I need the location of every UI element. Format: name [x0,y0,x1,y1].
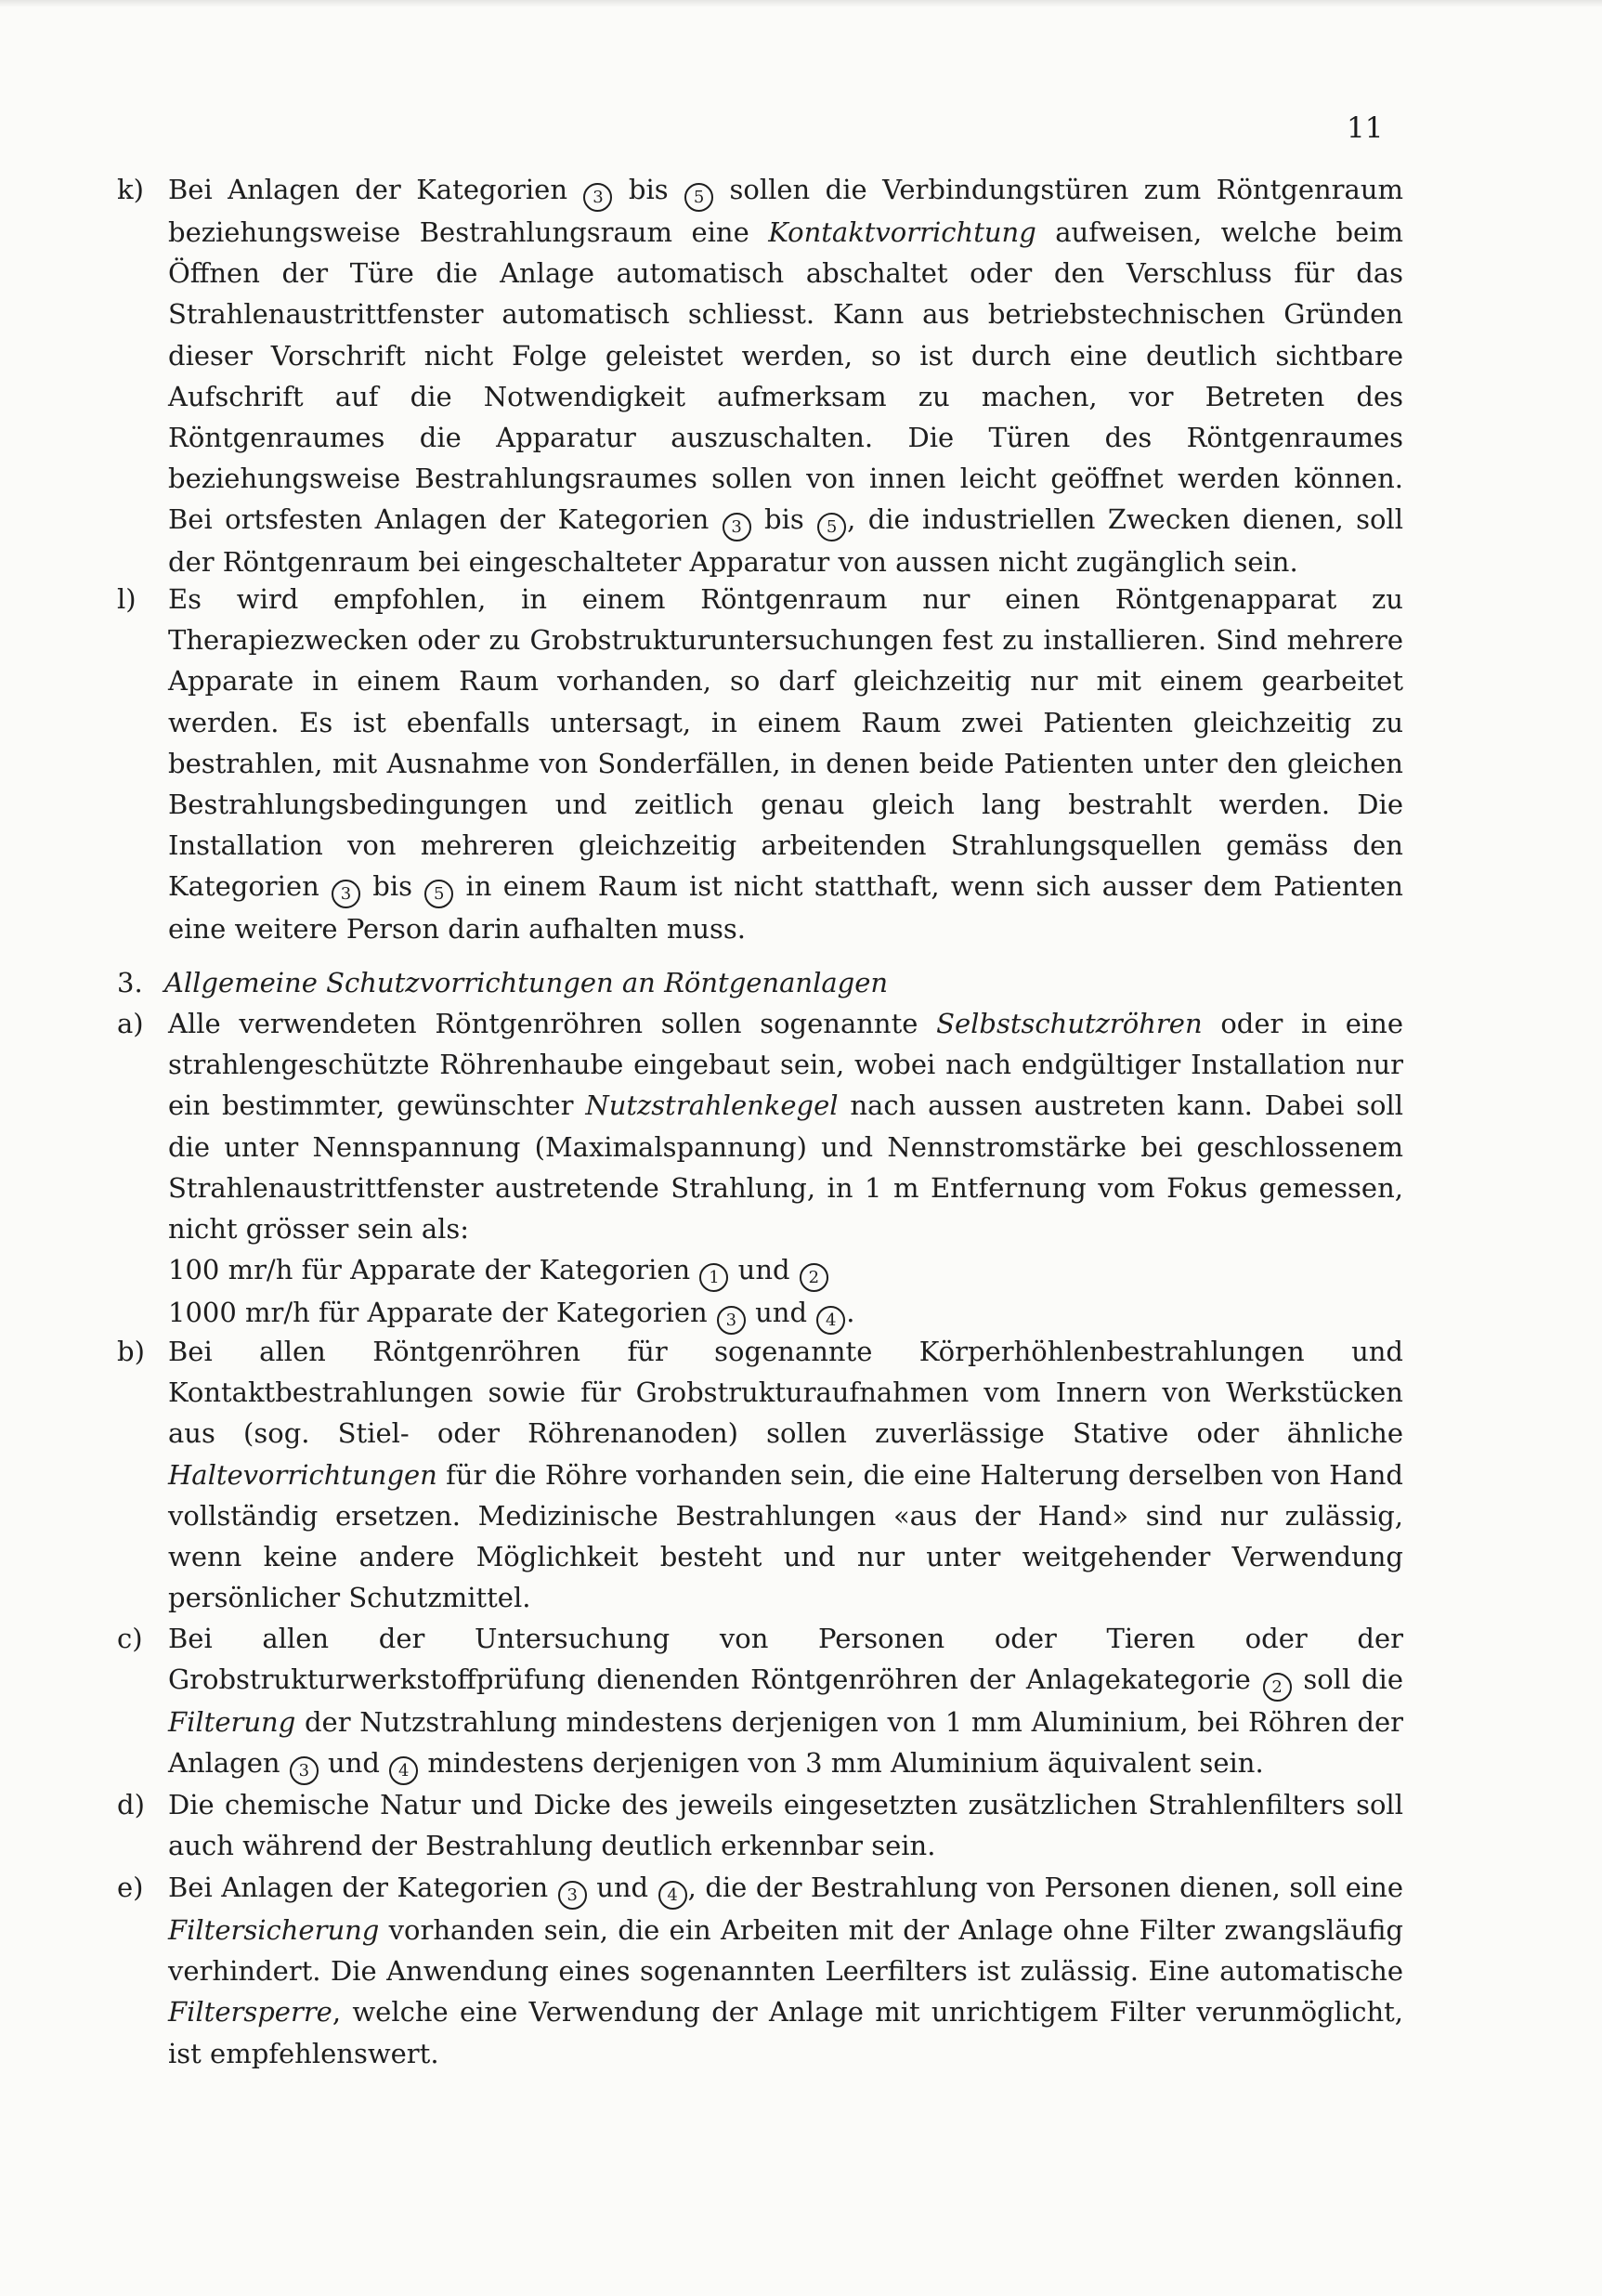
text-run: 1000 mr/h für Apparate der Kategorien [168,1297,716,1329]
text-run: nach aussen austreten kann. Dabei soll die unter Nennspannung (Maximalspannung) und Nennstromstärke bei geschlossenem Strahlenaustrittfenster austretende Strahlung, in 1 m Entfernung vom Fokus gemessen, nicht grösser sein als: [168,1089,1403,1246]
section-title: Allgemeine Schutzvorrichtungen an Röntgenanlagen [163,967,889,998]
clause-text [168,1784,1403,1866]
text-run: , welche eine Verwendung der Anlage mit unrichtigem Filter verunmöglicht, ist empfehlenswert. [168,1996,1403,2069]
category-circle: 3 [717,1306,746,1335]
text-run: vorhanden sein, die ein Arbeiten mit der Anlage ohne Filter zwangsläufig verhindert. Die Anwendung eines sogenannten Leerfilters ist zulässig. Eine automatische [168,1914,1403,1988]
text-run: mindestens derjenigen von 3 mm Aluminium äquivalent sein. [419,1747,1264,1780]
emphasis-text: Nutzstrahlenkegel [585,1089,839,1122]
text-run: bis [751,503,817,536]
clause-label: k) [117,174,144,205]
text-run: oder in eine strahlengeschützte Röhrenhaube eingebaut sein, wobei nach endgültiger Installation nur ein bestimmter, gewünschter [168,1008,1404,1122]
category-circle: 3 [558,1881,587,1910]
clause-text [168,169,1403,583]
text-run: soll die [1292,1663,1403,1696]
clause-text [168,1331,1403,1618]
limit-line-2 [168,1292,1403,1335]
clause-e [117,1867,1403,2074]
category-circle: 4 [816,1306,845,1335]
category-circle: 2 [1263,1673,1292,1702]
category-circle: 1 [699,1263,728,1292]
category-circle: 3 [723,513,751,541]
emphasis-text: Filterung [168,1706,296,1739]
limit-line-1 [168,1249,1403,1292]
text-run: und [587,1872,658,1903]
text-run: bis [361,870,424,903]
text-run: und [319,1747,389,1780]
clause-a [117,1003,1403,1335]
category-circle: 5 [817,513,846,541]
text-run: Bei Anlagen der Kategorien [168,1872,557,1903]
clause-label: a) [117,1008,144,1039]
clause-d [117,1784,1403,1866]
text-run: für die Röhre vorhanden sein, die eine Halterung derselben von Hand vollständig ersetzen. Medizinische Bestrahlungen «aus der Hand» sind nur zulässig, wenn keine andere Möglichkeit besteht und nur unter weitgehender Verwendung persönlicher Schutzmittel. [168,1458,1403,1614]
clause-text [168,579,1403,950]
clause-label: l) [117,583,137,615]
clause-text [168,1618,1403,1785]
emphasis-text: Kontaktvorrichtung [768,216,1036,248]
category-circle: 3 [290,1756,319,1785]
section-heading [117,962,1403,1003]
clause-body [168,1003,1403,1249]
text-run: aufweisen, welche beim Öffnen der Türe die Anlage automatisch abschaltet oder den Verschluss für das Strahlenaustrittfenster automatisch schliesst. Kann aus betriebstechnischen Gründen dieser Vorschrift nicht Folge geleistet werden, so ist durch eine deutlich sichtbare Aufschrift auf die Notwendigkeit aufmerksam zu machen, vor Betreten des Röntgenraumes die Apparatur auszuschalten. Die Türen des Röntgenraumes beziehungsweise Bestrahlungsraumes sollen von innen leicht geöffnet werden können. Bei ortsfesten Anlagen der Kategorien [168,216,1403,536]
category-circle: 3 [332,880,360,908]
clause-label: c) [117,1623,143,1654]
text-run: Bei allen Röntgenröhren für sogenannte Körperhöhlenbestrahlungen und Kontaktbestrahlungen sowie für Grobstrukturaufnahmen vom Innern von Werkstücken aus (sog. Stiel- oder Röhrenanoden) sollen zuverlässige Stative oder ähnliche [168,1336,1403,1450]
category-circle: 5 [424,880,453,908]
clause-k [117,169,1403,583]
text-run: und [746,1297,816,1329]
text-run: Bei Anlagen der Kategorien [168,174,583,205]
text-run: Bei allen der Untersuchung von Personen oder Tieren oder der Grobstrukturwerkstoffprüfung dienenden Röntgenröhren der Anlagekategorie [168,1623,1403,1696]
category-circle: 2 [800,1263,828,1292]
clause-label: d) [117,1789,145,1820]
text-run: . [846,1297,855,1329]
text-run: 100 mr/h für Apparate der Kategorien [168,1254,699,1286]
text-run: in einem Raum ist nicht statthaft, wenn sich ausser dem Patienten eine weitere Person darin aufhalten muss. [168,870,1403,946]
category-circle: 3 [583,183,612,212]
clause-text [168,1867,1403,2074]
page-number: 11 [1347,111,1384,145]
text-run: sollen die Verbindungstüren zum Röntgenraum beziehungsweise Bestrahlungsraum eine [168,174,1403,248]
clause-l [117,579,1403,950]
text-run: Es wird empfohlen, in einem Röntgenraum nur einen Röntgenapparat zu Therapiezwecken oder zu Grobstrukturuntersuchungen fest zu installieren. Sind mehrere Apparate in einem Raum vorhanden, so darf gleichzeitig nur mit einem gearbeitet werden. Es ist ebenfalls untersagt, in einem Raum zwei Patienten gleichzeitig zu bestrahlen, mit Ausnahme von Sonderfällen, in denen beide Patienten unter den gleichen Bestrahlungsbedingungen und zeitlich genau gleich lang bestrahlt werden. Die Installation von mehreren gleichzeitig arbeitenden Strahlungsquellen gemäss den Kategorien [168,583,1403,903]
text-run: , die der Bestrahlung von Personen dienen, soll eine [687,1872,1403,1903]
clause-b [117,1331,1403,1618]
section-number: 3. [117,967,143,998]
text-run: der Nutzstrahlung mindestens derjenigen von 1 mm Aluminium, bei Röhren der Anlagen [168,1706,1403,1780]
clause-label: e) [117,1872,144,1903]
category-circle: 4 [389,1756,418,1785]
text-run: Alle verwendeten Röntgenröhren sollen sogenannte [168,1008,937,1039]
emphasis-text: Filtersicherung [168,1914,380,1946]
emphasis-text: Haltevorrichtungen [168,1458,437,1491]
emphasis-text: Selbstschutzröhren [936,1008,1203,1039]
category-circle: 5 [684,183,713,212]
clause-label: b) [117,1336,145,1367]
clause-text [168,1003,1403,1335]
emphasis-text: Filtersperre [168,1996,332,2029]
category-circle: 4 [658,1881,687,1910]
text-run: und [729,1254,799,1286]
clause-c [117,1618,1403,1785]
text-run: bis [613,174,684,205]
text-run: , die industriellen Zwecken dienen, soll der Röntgenraum bei eingeschalteter Apparatur von aussen nicht zugänglich sein. [168,503,1403,579]
text-run: Die chemische Natur und Dicke des jeweils eingesetzten zusätzlichen Strahlenfilters soll auch während der Bestrahlung deutlich erkennbar sein. [168,1789,1403,1862]
page-top-edge [0,0,1602,7]
